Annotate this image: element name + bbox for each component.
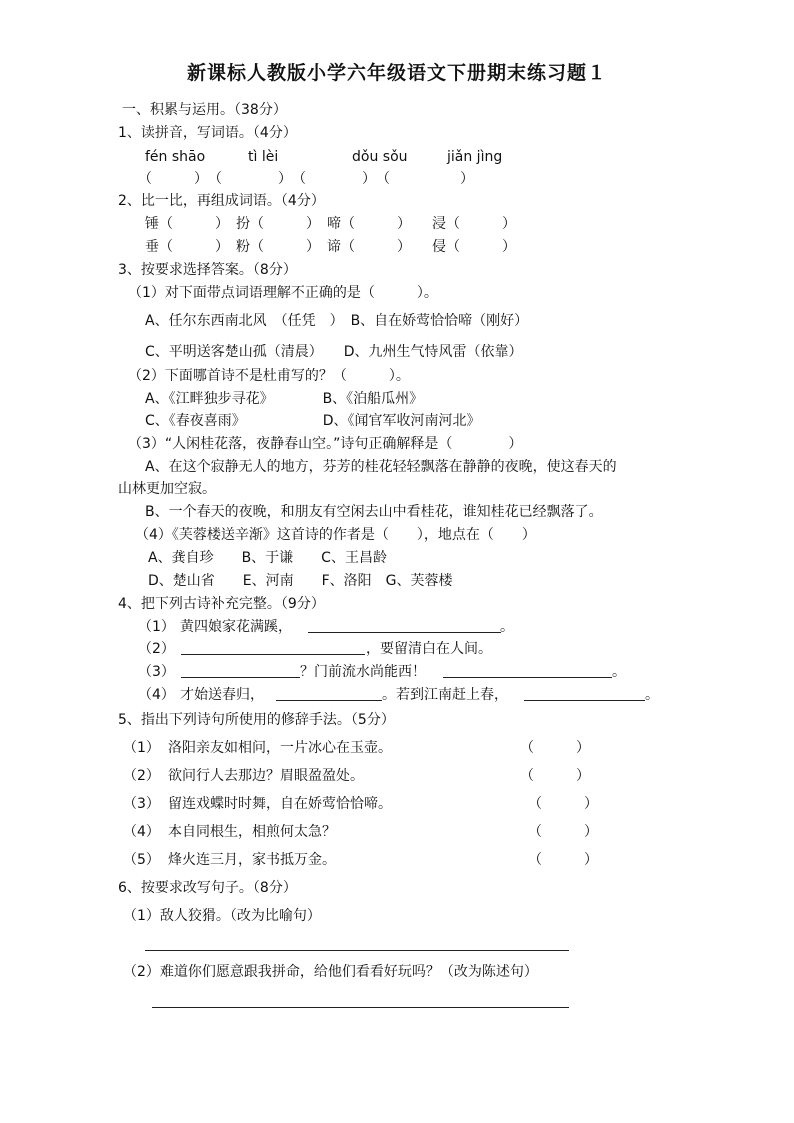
fill-blank[interactable] bbox=[524, 700, 645, 701]
poem-line: 。若到江南赶上春， bbox=[382, 687, 508, 703]
question-6-heading: 6、按要求改写句子。（8分） bbox=[118, 880, 297, 896]
question-1-heading: 1、读拼音，写词语。（4分） bbox=[118, 125, 297, 141]
poem-sentence: 欲问行人去那边？眉眼盈盈处。 bbox=[168, 768, 364, 784]
poem-punct: 。 bbox=[645, 687, 659, 703]
question-3-heading: 3、按要求选择答案。（8分） bbox=[118, 262, 297, 278]
question-3-part-4: （4）《芙蓉楼送辛渐》这首诗的作者是（ ），地点在（ ） bbox=[135, 527, 536, 543]
poem-line: 才始送春归， bbox=[180, 687, 264, 703]
answer-bracket: （ ） bbox=[528, 824, 598, 840]
question-4-heading: 4、把下列古诗补充完整。（9分） bbox=[118, 596, 325, 612]
option-row: C、平明送客楚山孤（清晨） D、九州生气恃风雷（依靠） bbox=[145, 344, 523, 360]
answer-bracket: （ ） bbox=[520, 768, 590, 784]
page-title: 新课标人教版小学六年级语文下册期末练习题１ bbox=[186, 62, 607, 84]
fill-blank[interactable] bbox=[308, 632, 501, 633]
pinyin-2: tì lèi bbox=[248, 149, 279, 165]
fill-blank[interactable] bbox=[181, 654, 365, 655]
rewrite-task-2: （2）难道你们愿意跟我拼命，给他们看看好玩吗？（改为陈述句） bbox=[123, 964, 538, 980]
answer-bracket: （ ） bbox=[528, 796, 598, 812]
question-5-heading: 5、指出下列诗句所使用的修辞手法。（5分） bbox=[118, 712, 395, 728]
option-row: D、楚山省 E、河南 F、洛阳 G、芙蓉楼 bbox=[148, 573, 453, 589]
question-2-heading: 2、比一比，再组成词语。（4分） bbox=[118, 193, 325, 209]
item-number: （5） bbox=[123, 852, 160, 868]
item-number: （4） bbox=[123, 824, 160, 840]
pinyin-1: fén shāo bbox=[145, 149, 206, 165]
poem-sentence: 本自同根生，相煎何太急？ bbox=[168, 824, 336, 840]
option-row: A、《江畔独步寻花》 B、《泊船瓜州》 bbox=[145, 391, 424, 407]
option-b: B、一个春天的夜晚，和朋友有空闲去山中看桂花，谁知桂花已经飘落了。 bbox=[145, 504, 603, 520]
poem-sentence: 留连戏蝶时时舞，自在娇莺恰恰啼。 bbox=[168, 796, 392, 812]
question-3-part-3: （3）“人闲桂花落，夜静春山空。”诗句正确解释是（ ） bbox=[128, 436, 523, 452]
answer-bracket: （ ） bbox=[520, 740, 590, 756]
item-number: （1） bbox=[123, 740, 160, 756]
fill-blank[interactable] bbox=[443, 677, 612, 678]
poem-punct: 。 bbox=[500, 619, 514, 635]
poem-punct: 。 bbox=[612, 664, 626, 680]
answer-blanks: （ ） （ ） （ ） （ ） bbox=[138, 171, 474, 187]
poem-line: 黄四娘家花满蹊， bbox=[180, 619, 292, 635]
option-a: A、在这个寂静无人的地方，芬芳的桂花轻轻飘落在静静的夜晚，使这春天的 bbox=[145, 459, 617, 475]
answer-line[interactable] bbox=[152, 1007, 569, 1008]
answer-line[interactable] bbox=[145, 950, 569, 951]
item-number: （3） bbox=[138, 664, 175, 680]
option-row: C、《春夜喜雨》 D、《闻官军收河南河北》 bbox=[145, 413, 481, 429]
question-3-part-2: （2）下面哪首诗不是杜甫写的？（ ）。 bbox=[128, 368, 410, 384]
item-number: （1） bbox=[138, 619, 175, 635]
pinyin-3: dǒu sǒu bbox=[352, 149, 408, 165]
rewrite-task-1: （1）敌人狡猾。（改为比喻句） bbox=[123, 908, 321, 924]
option-a-cont: 山林更加空寂。 bbox=[118, 481, 216, 497]
section-heading: 一、积累与运用。（38分） bbox=[122, 102, 287, 118]
compare-row-2: 垂（ ） 粉（ ） 谛（ ） 侵（ ） bbox=[145, 239, 516, 255]
poem-line: ，要留清白在人间。 bbox=[366, 641, 492, 657]
poem-sentence: 烽火连三月，家书抵万金。 bbox=[168, 852, 336, 868]
item-number: （2） bbox=[123, 768, 160, 784]
question-3-part-1: （1）对下面带点词语理解不正确的是（ ）。 bbox=[128, 285, 438, 301]
fill-blank[interactable] bbox=[181, 677, 300, 678]
item-number: （2） bbox=[138, 641, 175, 657]
pinyin-4: jiǎn jìng bbox=[447, 149, 503, 165]
poem-line: ？门前流水尚能西！ bbox=[300, 664, 426, 680]
compare-row-1: 锤（ ） 扮（ ） 啼（ ） 浸（ ） bbox=[145, 216, 516, 232]
fill-blank[interactable] bbox=[276, 700, 382, 701]
item-number: （4） bbox=[138, 687, 175, 703]
poem-sentence: 洛阳亲友如相问，一片冰心在玉壶。 bbox=[168, 740, 392, 756]
option-row: A、任尔东西南北风 （任凭 ） B、自在娇莺恰恰啼（刚好） bbox=[145, 313, 529, 329]
answer-bracket: （ ） bbox=[528, 852, 598, 868]
item-number: （3） bbox=[123, 796, 160, 812]
option-row: A、龚自珍 B、于谦 C、王昌龄 bbox=[148, 550, 387, 566]
